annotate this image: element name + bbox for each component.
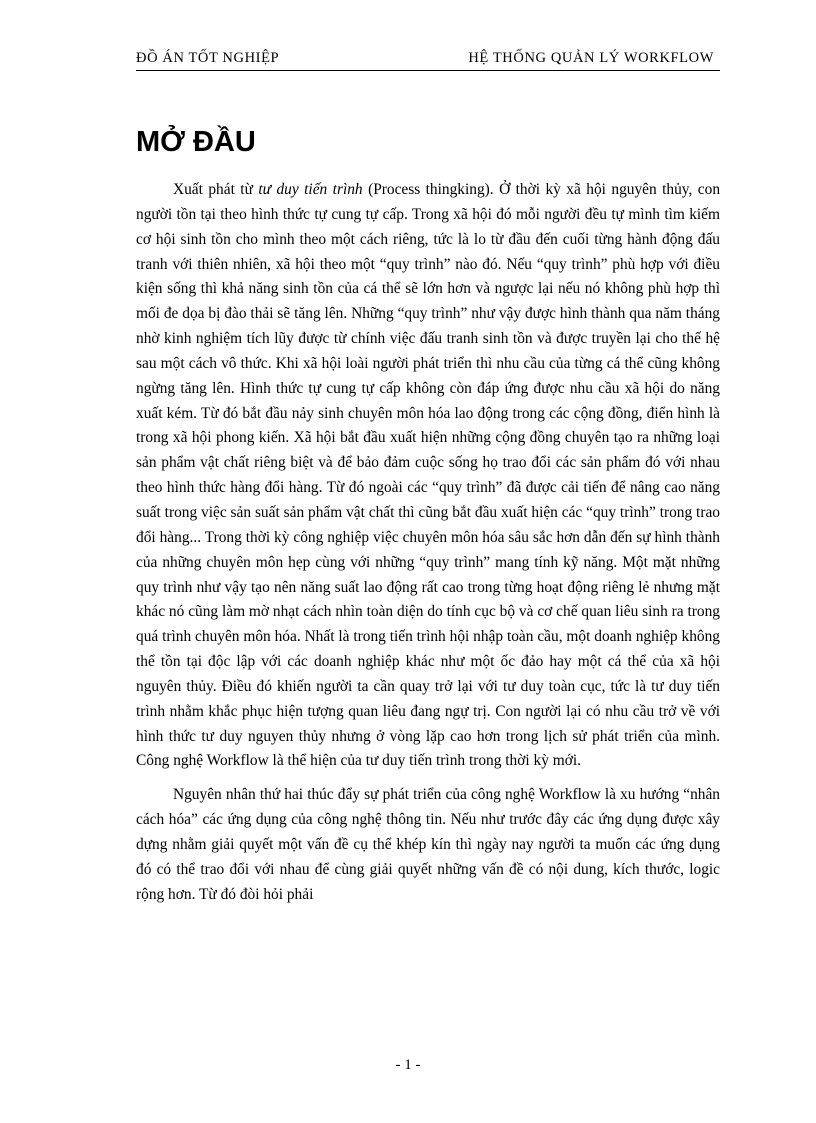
paragraph-1-italic-term: tư duy tiến trình: [258, 181, 363, 198]
header-right-text: HỆ THỐNG QUẢN LÝ WORKFLOW: [468, 50, 714, 66]
paragraph-2: Nguyên nhân thứ hai thúc đẩy sự phát triển của công nghệ Workflow là xu hướng “nhân cách hóa” các ứng dụng của công nghệ thông tin. Nếu như trước đây các ứng dụng được xây dựng nhằm giải quyết một vấn đề cụ thể khép kín thì ngày nay người ta muốn các ứng dụng đó có thể trao đổi với nhau để cùng giải quyết những vấn đề có nội dung, kích thước, logic rộng hơn. Từ đó đòi hỏi phải: [136, 786, 720, 903]
paragraph-1: [136, 178, 720, 774]
body-text: [136, 178, 720, 916]
paragraph-1-start: Xuất phát từ: [173, 181, 259, 198]
paragraph-1-rest: (Process thingking). Ở thời kỳ xã hội nguyên thủy, con người tồn tại theo hình thức tự cung tự cấp. Trong xã hội đó mỗi người đều tự mình tìm kiếm cơ hội sinh tồn cho mình theo một cách riêng, tức là lo từ đầu đến cuối từng hành động đấu tranh với thiên nhiên, xã hội theo một “quy trình” nào đó. Nếu “quy trình” phù hợp với điều kiện sống thì khả năng sinh tồn của cá thể sẽ lớn hơn và ngược lại nếu nó không phù hợp thì mối đe dọa bị đào thải sẽ tăng lên. Những “quy trình” như vậy được hình thành qua năm tháng nhờ kinh nghiệm tích lũy được từ chính việc đấu tranh sinh tồn và được truyền lại cho thế hệ sau một cách vô thức. Khi xã hội loài người phát triển thì nhu cầu của từng cá thể cũng không ngừng tăng lên. Hình thức tự cung tự cấp không còn đáp ứng được nhu cầu xã hội do năng xuất kém. Từ đó bắt đầu nảy sinh chuyên môn hóa lao động trong các cộng đồng, điển hình là trong xã hội phong kiến. Xã hội bắt đầu xuất hiện những cộng đồng chuyên tạo ra những loại sản phẩm vật chất riêng biệt và để bảo đảm cuộc sống họ trao đổi các sản phẩm đó với nhau theo hình thức hàng đổi hàng. Từ đó ngoài các “quy trình” đã được cải tiến để nâng cao năng suất trong việc sản suất sản phẩm vật chất thì cũng bắt đầu xuất hiện các “quy trình” trong trao đổi hàng... Trong thời kỳ công nghiệp việc chuyên môn hóa sâu sắc hơn dẫn đến sự hình thành của những chuyên môn hẹp cùng với những “quy trình” mang tính kỹ năng. Một mặt những quy trình như vậy tạo nên năng suất lao động rất cao trong từng hoạt động riêng lẻ nhưng mặt khác nó cũng làm mờ nhạt cách nhìn toàn diện do tính cục bộ và cơ chế quan liêu sinh ra trong quá trình chuyên môn hóa. Nhất là trong tiến trình hội nhập toàn cầu, một doanh nghiệp không thể tồn tại độc lập với các doanh nghiệp khác như một ốc đảo hay một cá thể của xã hội nguyên thủy. Điều đó khiến người ta cần quay trở lại với tư duy toàn cục, tức là tư duy tiến trình nhằm khắc phục hiện tượng quan liêu đang ngự trị. Con người lại có nhu cầu trở về với hình thức tư duy nguyen thủy nhưng ở vòng lặp cao hơn trong lịch sử phát triển của mình. Công nghệ Workflow là thể hiện của tư duy tiến trình trong thời kỳ mới.: [136, 181, 721, 770]
page-number: - 1 -: [395, 1057, 421, 1073]
page-title: MỞ ĐẦU: [136, 126, 256, 158]
page-header: [136, 48, 720, 71]
header-left-text: ĐỒ ÁN TỐT NGHIỆP: [136, 50, 280, 66]
